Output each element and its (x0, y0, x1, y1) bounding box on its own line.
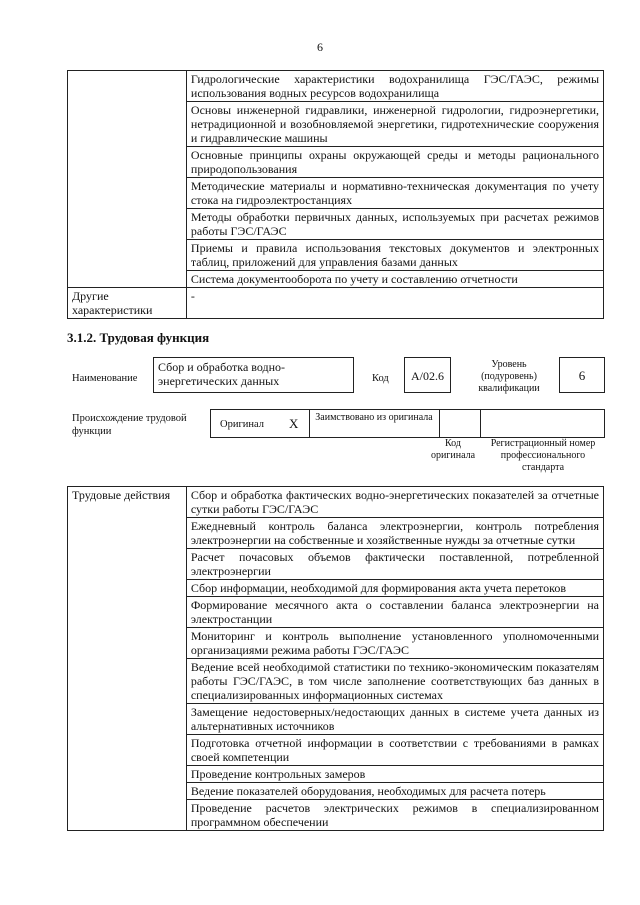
knowledge-row: Основы инженерной гидравлики, инженерной гидрологии, гидроэнергетики, нетрадиционной и возобновляемой энергетики, гидротехнические сооружения и гидравлические машины (186, 102, 603, 147)
knowledge-row: Основные принципы охраны окружающей среды и методы рационального природопользования (186, 147, 603, 178)
reg-number-caption: Регистрационный номер профессионального стандарта (490, 438, 596, 473)
action-row: Проведение контрольных замеров (186, 766, 603, 783)
borrowed-label: Заимствовано из оригинала (315, 412, 433, 423)
origin-box (210, 409, 605, 438)
code-label: Код (372, 373, 389, 384)
name-label: Наименование (72, 373, 138, 384)
action-row: Ведение показателей оборудования, необходимых для расчета потерь (186, 783, 603, 800)
name-value: Сбор и обработка водно-энергетических данных (153, 357, 354, 393)
action-row: Подготовка отчетной информации в соответствии с требованиями в рамках своей компетенции (186, 735, 603, 766)
divider (439, 409, 440, 438)
action-row: Формирование месячного акта о составлении баланса электроэнергии на электростанции (186, 597, 603, 628)
labor-actions-label: Трудовые действия (68, 487, 187, 831)
knowledge-row: Методические материалы и нормативно-техническая документация по учету стока на гидроэлектростанциях (186, 178, 603, 209)
labor-actions-table (67, 486, 604, 831)
original-label: Оригинал (220, 419, 264, 430)
divider (480, 409, 481, 438)
action-row: Сбор информации, необходимой для формирования акта учета перетоков (186, 580, 603, 597)
action-row: Замещение недостоверных/недостающих данных в системе учета данных из альтернативных источников (186, 704, 603, 735)
knowledge-row: Приемы и правила использования текстовых документов и электронных таблиц, приложений для управления базами данных (186, 240, 603, 271)
action-row: Расчет почасовых объемов фактически поставленной, потребленной электроэнергии (186, 549, 603, 580)
action-row: Ежедневный контроль баланса электроэнергии, контроль потребления электроэнергии на собственные и хозяйственные нужды за отчетные сутки (186, 518, 603, 549)
knowledge-table (67, 70, 604, 319)
action-row: Сбор и обработка фактических водно-энергетических показателей за отчетные сутки работы ГЭС/ГАЭС (186, 487, 603, 518)
code-value: A/02.6 (404, 357, 451, 393)
action-row: Проведение расчетов электрических режимов в специализированном программном обеспечении (186, 800, 603, 831)
divider (309, 409, 310, 438)
page-number: 6 (317, 40, 323, 54)
other-characteristics-value: - (186, 288, 603, 319)
origin-label: Происхождение трудовой функции (72, 413, 187, 437)
knowledge-row: Гидрологические характеристики водохранилища ГЭС/ГАЭС, режимы использования водных ресурсов водохранилища (186, 71, 603, 102)
level-label: Уровень (подуровень) квалификации (478, 359, 540, 394)
code-original-caption: Код оригинала (430, 438, 476, 461)
knowledge-row: Система документооборота по учету и составлению отчетности (186, 271, 603, 288)
knowledge-label-cell (68, 71, 187, 288)
level-value: 6 (559, 357, 605, 393)
knowledge-row: Методы обработки первичных данных, используемых при расчетах режимов работы ГЭС/ГАЭС (186, 209, 603, 240)
action-row: Ведение всей необходимой статистики по технико-экономическим показателям работы ГЭС/ГАЭС, в том числе заполнение соответствующих баз данных в специализированных информационных системах (186, 659, 603, 704)
section-heading: 3.1.2. Трудовая функция (67, 330, 210, 345)
original-mark: X (289, 416, 299, 431)
action-row: Мониторинг и контроль выполнение установленного уполномоченными организациями режима работы ГЭС/ГАЭС (186, 628, 603, 659)
other-characteristics-label: Другие характеристики (68, 288, 187, 319)
